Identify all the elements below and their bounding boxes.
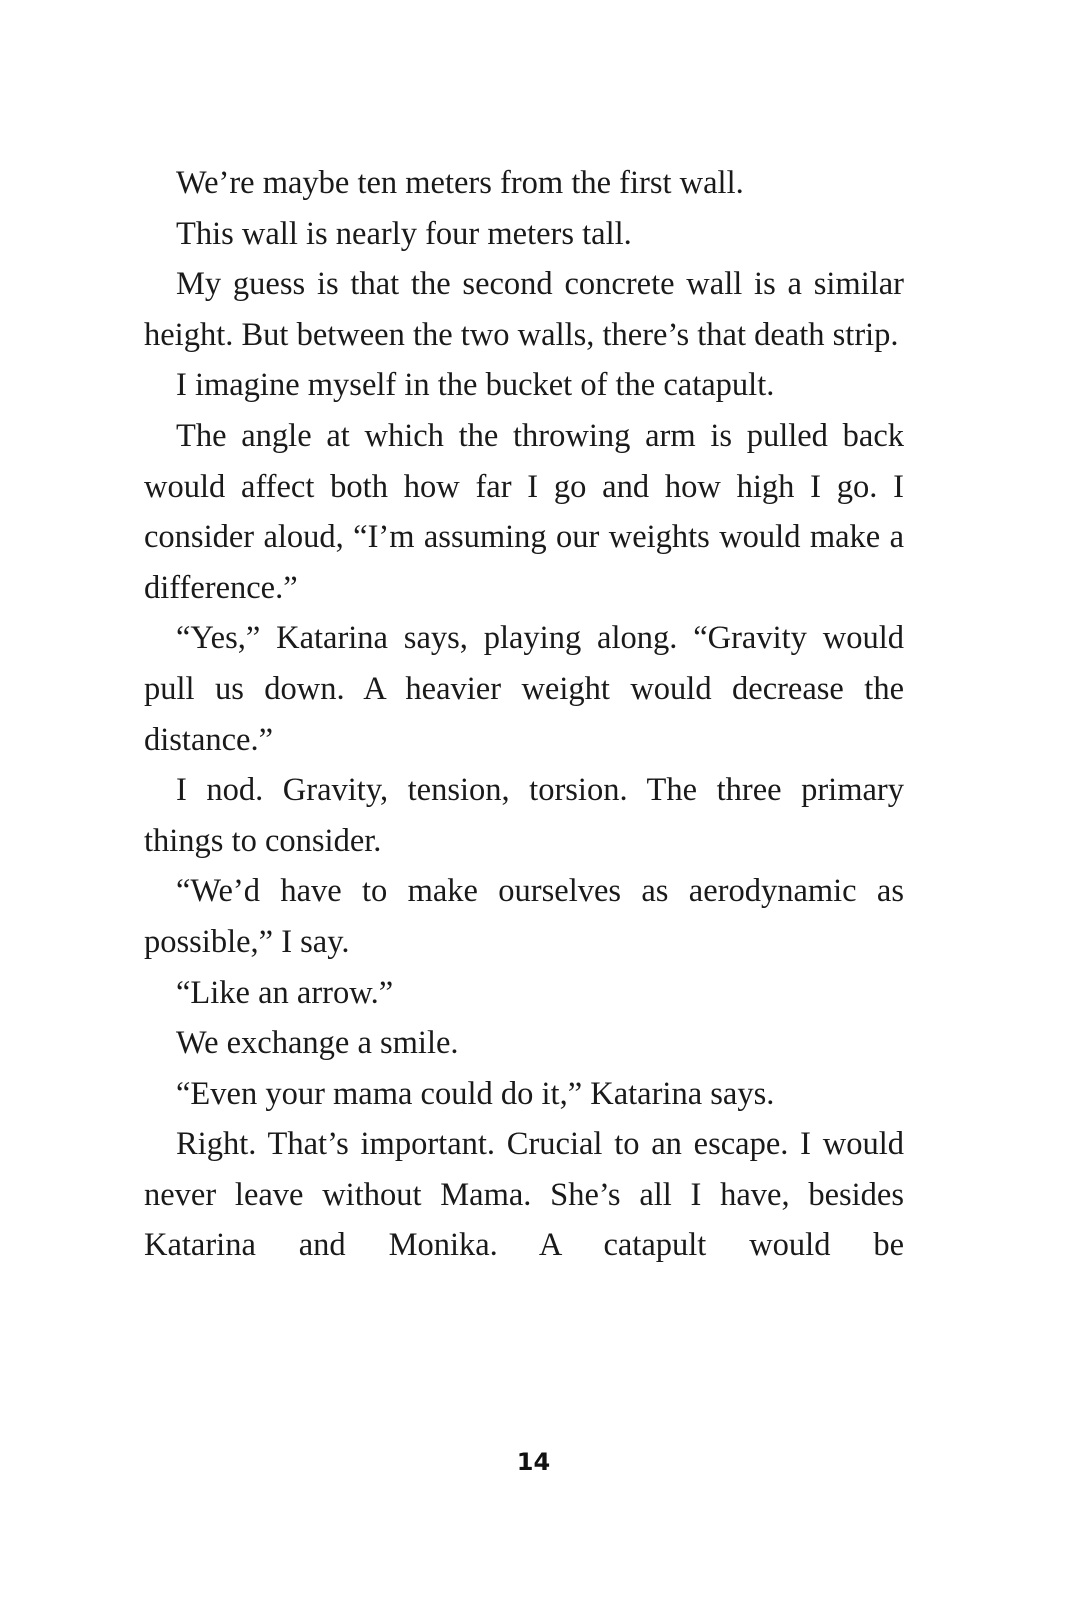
paragraph-4: I imagine myself in the bucket of the catapult. xyxy=(176,367,775,404)
page-body xyxy=(144,158,904,1271)
paragraph-6: “Yes,” Katarina says, playing along. “Gravity would pull us down. A heavier weight would decrease the distance.” xyxy=(144,620,904,758)
paragraph-11: “Even your mama could do it,” Katarina says. xyxy=(176,1075,775,1112)
paragraph-5: The angle at which the throwing arm is pulled back would affect both how far I go and how high I go. I consider aloud, “I’m assuming our weights would make a difference.” xyxy=(144,417,904,606)
paragraph-3: My guess is that the second concrete wall is a similar height. But between the two walls, there’s that death strip. xyxy=(144,266,904,353)
paragraph-9: “Like an arrow.” xyxy=(176,974,394,1011)
page-number: 14 xyxy=(516,1448,551,1476)
paragraph-10: We exchange a smile. xyxy=(176,1025,459,1062)
paragraph-2: This wall is nearly four meters tall. xyxy=(176,215,632,252)
paragraph-8: “We’d have to make ourselves as aerodynamic as possible,” I say. xyxy=(144,873,904,960)
paragraph-1: We’re maybe ten meters from the first wall. xyxy=(176,165,744,201)
paragraph-12: Right. That’s important. Crucial to an escape. I would never leave without Mama. She’s all I have, besides Katarina and Monika. A catapult would be xyxy=(144,1126,904,1264)
paragraph-7: I nod. Gravity, tension, torsion. The three primary things to consider. xyxy=(144,772,904,859)
